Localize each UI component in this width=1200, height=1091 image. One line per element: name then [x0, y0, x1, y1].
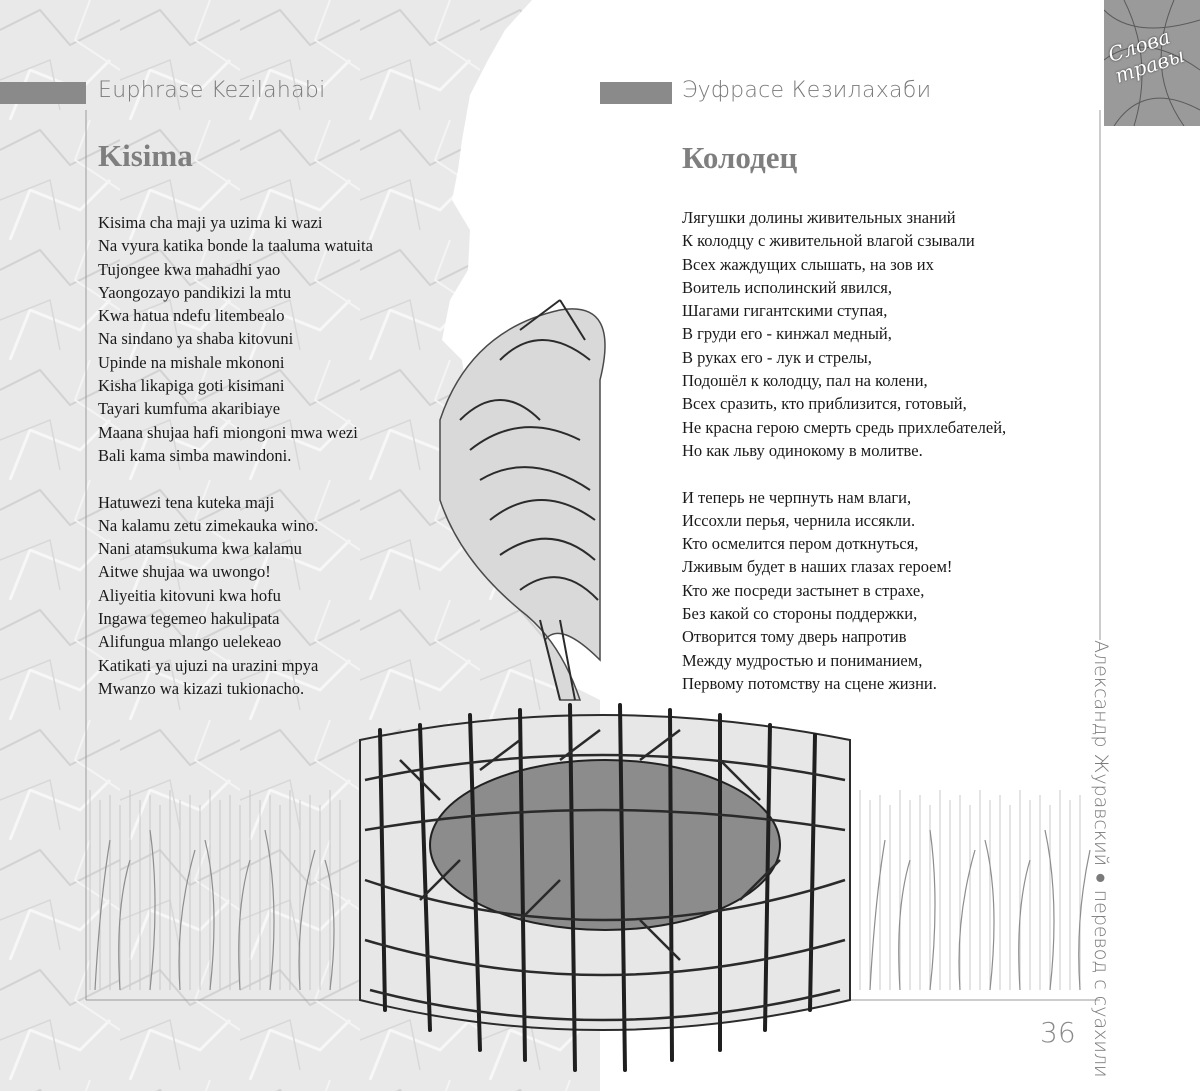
- poem-line: Maana shujaa hafi miongoni mwa wezi: [98, 422, 358, 442]
- poem-line: Aitwe shujaa wa uwongo!: [98, 562, 271, 582]
- poem-line: Yaongozayo pandikizi la mtu: [98, 282, 292, 302]
- poem-line: Kisha likapiga goti kisimani: [98, 376, 285, 396]
- poem-line: Aliyeitia kitovuni kwa hofu: [98, 585, 281, 605]
- poem-line: В руках его - лук и стрелы,: [682, 347, 872, 367]
- right-poem-text: [682, 206, 1006, 695]
- left-poem-text: [98, 211, 373, 700]
- stanza-break: [98, 467, 373, 490]
- poem-line: Всех жаждущих слышать, на зов их: [682, 254, 934, 274]
- poem-line: Иссохли перья, чернила иссякли.: [682, 510, 916, 530]
- stanza-break: [682, 462, 1006, 485]
- poem-line: Kwa hatua ndefu litembealo: [98, 306, 285, 326]
- poem-line: И теперь не черпнуть нам влаги,: [682, 487, 912, 507]
- poem-line: Между мудростью и пониманием,: [682, 650, 923, 670]
- poem-line: Mwanzo wa kizazi tukionacho.: [98, 678, 305, 698]
- poem-line: Воитель исполинский явился,: [682, 277, 893, 297]
- right-author-name: Эуфрасе Кезилахаби: [682, 78, 932, 103]
- poem-line: Первому потомству на сцене жизни.: [682, 673, 937, 693]
- poem-line: Bali kama simba mawindoni.: [98, 445, 292, 465]
- poem-line: Katikati ya ujuzi na urazini mpya: [98, 655, 319, 675]
- poem-line: Шагами гигантскими ступая,: [682, 301, 888, 321]
- poem-line: Лягушки долины живительных знаний: [682, 208, 956, 227]
- poem-line: Tujongee kwa mahadhi yao: [98, 259, 281, 279]
- poem-line: Но как льву одинокому в молитве.: [682, 440, 923, 460]
- left-poem-title: Kisima: [98, 138, 193, 173]
- poem-line: Всех сразить, кто приблизится, готовый,: [682, 394, 967, 414]
- poem-line: Nani atamsukuma kwa kalamu: [98, 539, 302, 559]
- right-poem-title: Колодец: [682, 140, 798, 175]
- left-author-name: Euphrase Kezilahabi: [98, 78, 326, 103]
- poem-line: Кто же посреди застынет в страхе,: [682, 580, 925, 600]
- poem-line: Hatuwezi tena kuteka maji: [98, 492, 275, 512]
- poem-line: Подошёл к колодцу, пал на колени,: [682, 371, 928, 391]
- poem-line: Upinde na mishale mkononi: [98, 352, 285, 372]
- poem-line: Na vyura katika bonde la taaluma watuita: [98, 236, 373, 256]
- magazine-logo: [1104, 0, 1200, 126]
- poem-line: Ingawa tegemeo hakulipata: [98, 609, 280, 629]
- poem-line: Не красна герою смерть средь прихлебателей,: [682, 417, 1007, 437]
- page-number: 36: [1040, 1016, 1076, 1049]
- poem-line: Na kalamu zetu zimekauka wino.: [98, 515, 319, 535]
- poem-line: К колодцу с живительной влагой сзывали: [682, 231, 975, 251]
- poem-line: Na sindano ya shaba kitovuni: [98, 329, 294, 349]
- poem-line: Kisima cha maji ya uzima ki wazi: [98, 213, 323, 232]
- poem-line: Лживым будет в наших глазах героем!: [682, 557, 953, 577]
- poem-line: В груди его - кинжал медный,: [682, 324, 892, 344]
- poem-line: Кто осмелится пером доткнуться,: [682, 534, 919, 554]
- poem-line: Alifungua mlango uelekeao: [98, 632, 282, 652]
- poem-line: Tayari kumfuma akaribiaye: [98, 399, 281, 419]
- logo-text: Слова травы: [1105, 24, 1188, 88]
- translator-credit: Александр Журавский ● перевод с суахили: [1090, 640, 1112, 1078]
- poem-line: Без какой со стороны поддержки,: [682, 604, 918, 624]
- poem-line: Отворится тому дверь напротив: [682, 627, 907, 647]
